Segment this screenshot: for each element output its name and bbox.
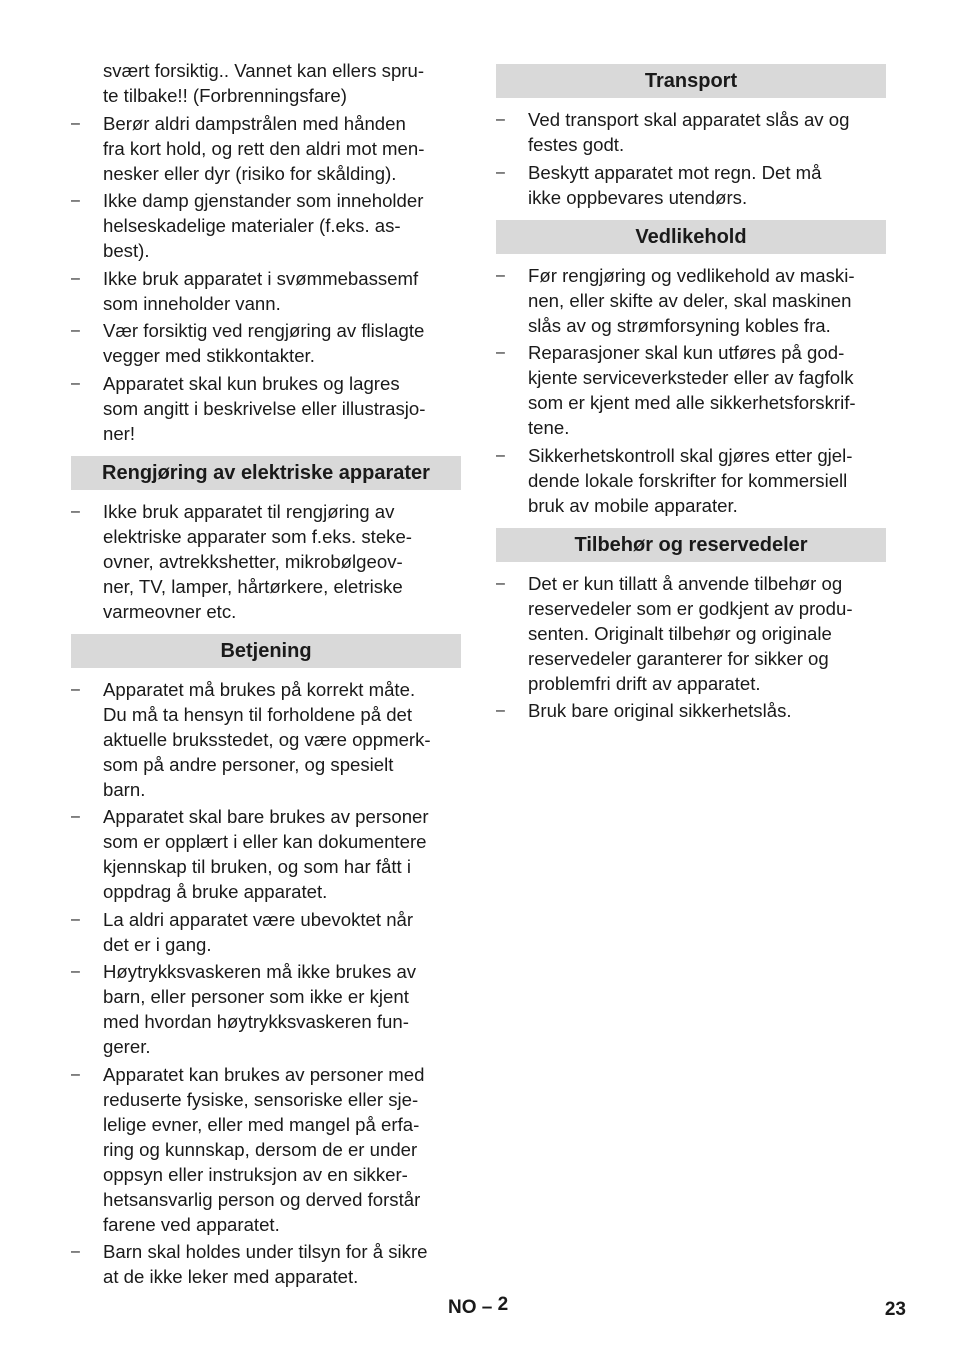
- text-line: festes godt.: [528, 134, 625, 155]
- lang-code: NO: [448, 1297, 477, 1318]
- text-line: barn.: [103, 778, 146, 800]
- text-line: Du må ta hensyn til forholdene på det: [103, 703, 413, 725]
- list-item: [496, 443, 886, 518]
- text-line: gerer.: [103, 1036, 151, 1057]
- electrical-list: [71, 499, 461, 624]
- section-heading-accessories: Tilbehør og reservedeler: [496, 528, 886, 562]
- text-line: reservedeler garanterer for sikker og: [528, 647, 829, 669]
- text-line: varmeovner etc.: [103, 600, 237, 622]
- text-line: kjente serviceverksteder eller av fagfolk: [528, 367, 854, 388]
- text-line: tene.: [528, 417, 570, 438]
- text-line: bruk av mobile apparater.: [528, 494, 738, 516]
- operation-list: [71, 677, 461, 1290]
- list-item: [71, 1239, 461, 1289]
- text-line: kjennskap til bruken, og som har fått i: [103, 856, 411, 877]
- list-item: [71, 318, 461, 368]
- text-line: ovner, avtrekkshetter, mikrobølgeov-: [103, 550, 403, 572]
- text-line: – Før rengjøring og vedlikehold av maski-: [528, 264, 855, 286]
- text-line: at de ikke leker med apparatet.: [103, 1266, 359, 1287]
- list-item: [496, 160, 886, 210]
- text-line: – Apparatet må brukes på korrekt måte.: [103, 678, 416, 700]
- text-line: som er opplært i eller kan dokumentere: [103, 831, 427, 852]
- text-line: nesker eller dyr (risiko for skålding).: [103, 162, 397, 184]
- text-line: aktuelle bruksstedet, og være oppmerk-: [103, 728, 431, 750]
- intro-continuation: [71, 58, 461, 108]
- text-line: problemfri drift av apparatet.: [528, 672, 761, 694]
- list-item: [71, 111, 461, 186]
- text-line: – Ved transport skal apparatet slås av og: [528, 109, 850, 130]
- maintenance-list: [496, 263, 886, 518]
- text-line: – Bruk bare original sikkerhetslås.: [528, 700, 792, 721]
- footer-language-code: [448, 1294, 509, 1319]
- text-line: ikke oppbevares utendørs.: [528, 186, 748, 208]
- text-line: – Barn skal holdes under tilsyn for å sikre: [103, 1241, 428, 1262]
- text-line: – Beskytt apparatet mot regn. Det må: [528, 161, 822, 183]
- text-line: det er i gang.: [103, 933, 212, 955]
- text-line: fra kort hold, og rett den aldri mot men-: [103, 137, 425, 159]
- text-line: – Reparasjoner skal kun utføres på god-: [528, 342, 845, 363]
- list-item: [71, 188, 461, 263]
- section-heading-maintenance: Vedlikehold: [496, 220, 886, 254]
- text-line: ner!: [103, 422, 136, 444]
- text-line: som er kjent med alle sikkerhetsforskrif-: [528, 392, 856, 413]
- text-line: svært forsiktig.. Vannet kan ellers spru-: [103, 60, 425, 81]
- list-item: [71, 499, 461, 624]
- text-line: ring og kunnskap, dersom de er under: [103, 1138, 418, 1160]
- text-line: oppdrag å bruke apparatet.: [103, 881, 328, 902]
- text-line: som inneholder vann.: [103, 292, 281, 314]
- list-item: [71, 266, 461, 316]
- list-item: [71, 804, 461, 904]
- text-line: reservedeler som er godkjent av produ-: [528, 597, 853, 619]
- text-line: oppsyn eller instruksjon av en sikker-: [103, 1163, 408, 1185]
- text-line: som på andre personer, og spesielt: [103, 753, 394, 775]
- text-line: – Ikke bruk apparatet i svømmebassemf: [103, 267, 419, 289]
- sub-page-number: 2: [497, 1294, 509, 1315]
- text-line: te tilbake!! (Forbrenningsfare): [103, 85, 347, 106]
- text-line: – Vær forsiktig ved rengjøring av flislagte: [103, 320, 425, 341]
- text-line: vegger med stikkontakter.: [103, 345, 315, 366]
- text-line: barn, eller personer som ikke er kjent: [103, 986, 409, 1007]
- text-line: hetsansvarlig person og derved forstår: [103, 1188, 421, 1210]
- list-item: [71, 907, 461, 957]
- transport-list: [496, 107, 886, 210]
- text-line: lelige evner, eller med mangel på erfa-: [103, 1113, 420, 1135]
- text-line: – Apparatet kan brukes av personer med: [103, 1063, 425, 1085]
- text-line: dende lokale forskrifter for kommersiell: [528, 469, 848, 491]
- text-line: – Berør aldri dampstrålen med hånden: [103, 112, 406, 134]
- text-line: nen, eller skifte av deler, skal maskinen: [528, 289, 852, 311]
- text-line: – Apparatet skal kun brukes og lagres: [103, 372, 400, 394]
- list-item: [496, 571, 886, 696]
- list-item: [71, 677, 461, 802]
- text-line: som angitt i beskrivelse eller illustrasjo-: [103, 397, 426, 419]
- text-line: elektriske apparater som f.eks. steke-: [103, 525, 412, 547]
- text-line: – Ikke bruk apparatet til rengjøring av: [103, 500, 395, 522]
- text-line: – Høytrykksvaskeren må ikke brukes av: [103, 961, 417, 982]
- list-item: [496, 340, 886, 440]
- text-line: – Det er kun tillatt å anvende tilbehør og: [528, 572, 843, 594]
- text-line: med hvordan høytrykksvaskeren fun-: [103, 1011, 409, 1032]
- page-number: 23: [884, 1299, 906, 1320]
- text-line: ner, TV, lamper, hårtørkere, eletriske: [103, 575, 403, 597]
- list-item: [71, 371, 461, 446]
- text-line: – Sikkerhetskontroll skal gjøres etter gjel-: [528, 444, 853, 466]
- left-column: [71, 58, 461, 1292]
- list-item: [71, 1062, 461, 1237]
- text-line: farene ved apparatet.: [103, 1213, 280, 1235]
- intro-list: [71, 111, 461, 446]
- accessories-list: [496, 571, 886, 724]
- section-heading-electrical: Rengjøring av elektriske apparater: [71, 456, 461, 490]
- right-column: [496, 58, 886, 726]
- section-heading-operation: Betjening: [71, 634, 461, 668]
- text-line: best).: [103, 240, 150, 261]
- text-line: – Ikke damp gjenstander som inneholder: [103, 190, 424, 211]
- list-item: [496, 263, 886, 338]
- text-line: – La aldri apparatet være ubevoktet når: [103, 908, 414, 930]
- text-line: helseskadelige materialer (f.eks. as-: [103, 215, 401, 236]
- list-item: [71, 959, 461, 1059]
- text-line: – Apparatet skal bare brukes av personer: [103, 806, 429, 827]
- section-heading-transport: Transport: [496, 64, 886, 98]
- list-item: [496, 107, 886, 157]
- text-line: slås av og strømforsyning kobles fra.: [528, 314, 831, 336]
- lang-dash: –: [481, 1297, 493, 1318]
- list-item: [496, 698, 886, 723]
- text-line: reduserte fysiske, sensoriske eller sje-: [103, 1088, 419, 1110]
- text-line: senten. Originalt tilbehør og originale: [528, 622, 832, 644]
